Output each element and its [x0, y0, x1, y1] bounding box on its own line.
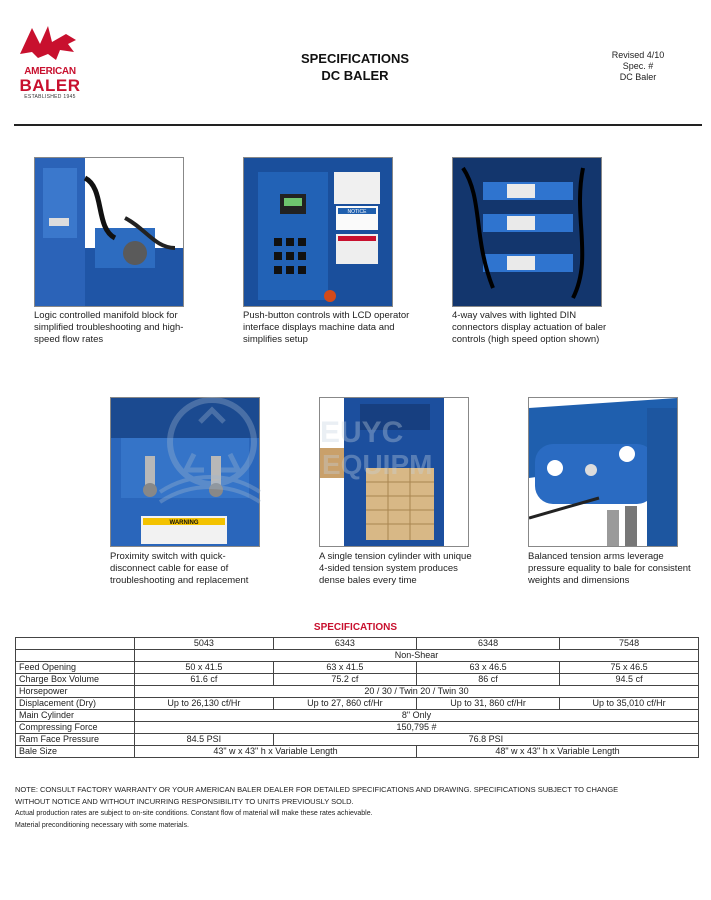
photo-4-way-valves	[452, 157, 602, 307]
photo-push-button-controls	[243, 157, 393, 307]
table-row	[16, 722, 699, 734]
table-row	[16, 662, 699, 674]
row-label: Bale Size	[16, 746, 135, 758]
cell: 84.5 PSI	[135, 734, 274, 746]
model-6343: 6343	[273, 638, 416, 650]
cell: Up to 35,010 cf/Hr	[560, 698, 699, 710]
non-shear-cell: Non-Shear	[135, 650, 699, 662]
table-row	[16, 698, 699, 710]
note-line-3: Actual production rates are subject to on-site conditions. Constant flow of material will make these rates achievable.	[15, 810, 373, 817]
revision-block	[598, 50, 678, 83]
cell: 63 x 46.5	[416, 662, 559, 674]
logo-line-2: BALER	[19, 76, 81, 95]
row-label: Main Cylinder	[16, 710, 135, 722]
valves-image	[453, 158, 601, 306]
caption-manifold-block: Logic controlled manifold block for simplified troubleshooting and high-speed flow rates	[34, 310, 184, 345]
row-label: Feed Opening	[16, 662, 135, 674]
row-label: Horsepower	[16, 686, 135, 698]
header-divider	[14, 124, 702, 126]
header-empty-cell	[16, 638, 135, 650]
cell: Up to 27, 860 cf/Hr	[273, 698, 416, 710]
cell: 76.8 PSI	[273, 734, 698, 746]
table-row	[16, 674, 699, 686]
cell: 43" w x 43" h x Variable Length	[135, 746, 417, 758]
row-label: Ram Face Pressure	[16, 734, 135, 746]
watermark-line-2: EQUIPM	[322, 449, 433, 480]
row-label: Displacement (Dry)	[16, 698, 135, 710]
caption-tension-arms: Balanced tension arms leverage pressure equality to bale for consistent weights and dimensions	[528, 551, 691, 586]
cell: 75 x 46.5	[560, 662, 699, 674]
title-line-1: SPECIFICATIONS	[300, 51, 410, 66]
row-label: Compressing Force	[16, 722, 135, 734]
revision-date: Revised 4/10	[611, 50, 665, 60]
title-line-2: DC BALER	[321, 68, 389, 83]
table-row	[16, 746, 699, 758]
note-line-1: NOTE: CONSULT FACTORY WARRANTY OR YOUR AMERICAN BALER DEALER FOR DETAILED SPECIFICATIONS AND DRAWING. SPECIFICATIONS SUBJECT TO CHANGE	[15, 785, 619, 794]
caption-tension-cylinder: A single tension cylinder with unique 4-sided tension system produces dense bales every time	[319, 551, 472, 586]
specifications-table	[15, 637, 699, 758]
model-5043: 5043	[135, 638, 274, 650]
manifold-block-image	[35, 158, 183, 306]
table-row	[16, 650, 699, 662]
table-row	[16, 686, 699, 698]
model-6348: 6348	[416, 638, 559, 650]
cell: 63 x 41.5	[273, 662, 416, 674]
cell: 20 / 30 / Twin 20 / Twin 30	[135, 686, 699, 698]
table-header-row	[16, 638, 699, 650]
model-7548: 7548	[560, 638, 699, 650]
warning-label: WARNING	[169, 520, 199, 526]
control-panel-image	[244, 158, 392, 306]
caption-proximity-switch: Proximity switch with quick-disconnect cable for ease of troubleshooting and replacement	[110, 551, 249, 586]
row-label-empty	[16, 650, 135, 662]
table-row	[16, 734, 699, 746]
tension-arms-image	[529, 398, 677, 546]
cell: Up to 31, 860 cf/Hr	[416, 698, 559, 710]
photo-tension-arms	[528, 397, 678, 547]
cell: 94.5 cf	[560, 674, 699, 686]
revision-model: DC Baler	[619, 72, 657, 82]
recycle-watermark-icon	[150, 392, 530, 512]
page-title	[230, 50, 480, 84]
caption-4-way-valves: 4-way valves with lighted DIN connectors display actuation of baler controls (high speed option shown)	[452, 310, 607, 345]
cell: 61.6 cf	[135, 674, 274, 686]
eagle-icon	[18, 24, 82, 68]
cell: 8" Only	[135, 710, 699, 722]
photo-manifold-block	[34, 157, 184, 307]
logo-line-1: AMERICAN	[24, 66, 76, 77]
notice-label: NOTICE	[347, 209, 367, 215]
cell: 50 x 41.5	[135, 662, 274, 674]
spec-number: Spec. #	[622, 61, 654, 71]
cell: 48" w x 43" h x Variable Length	[416, 746, 698, 758]
specifications-heading: SPECIFICATIONS	[313, 622, 398, 633]
watermark	[150, 392, 530, 512]
cell: 75.2 cf	[273, 674, 416, 686]
caption-push-button-controls: Push-button controls with LCD operator interface displays machine data and simplifies setup	[243, 310, 410, 345]
cell: 86 cf	[416, 674, 559, 686]
note-line-2: WITHOUT NOTICE AND WITHOUT INCURRING RESPONSIBILITY TO UNITS PREVIOUSLY SOLD.	[15, 797, 354, 806]
cell: Up to 26,130 cf/Hr	[135, 698, 274, 710]
row-label: Charge Box Volume	[16, 674, 135, 686]
notes-block	[15, 784, 695, 832]
american-baler-logo	[18, 24, 88, 104]
watermark-line-1: EUYC	[320, 416, 404, 449]
logo-line-3: ESTABLISHED 1945	[24, 94, 76, 100]
cell: 150,795 #	[135, 722, 699, 734]
table-row	[16, 710, 699, 722]
note-line-4: Material preconditioning necessary with some materials.	[15, 822, 189, 829]
